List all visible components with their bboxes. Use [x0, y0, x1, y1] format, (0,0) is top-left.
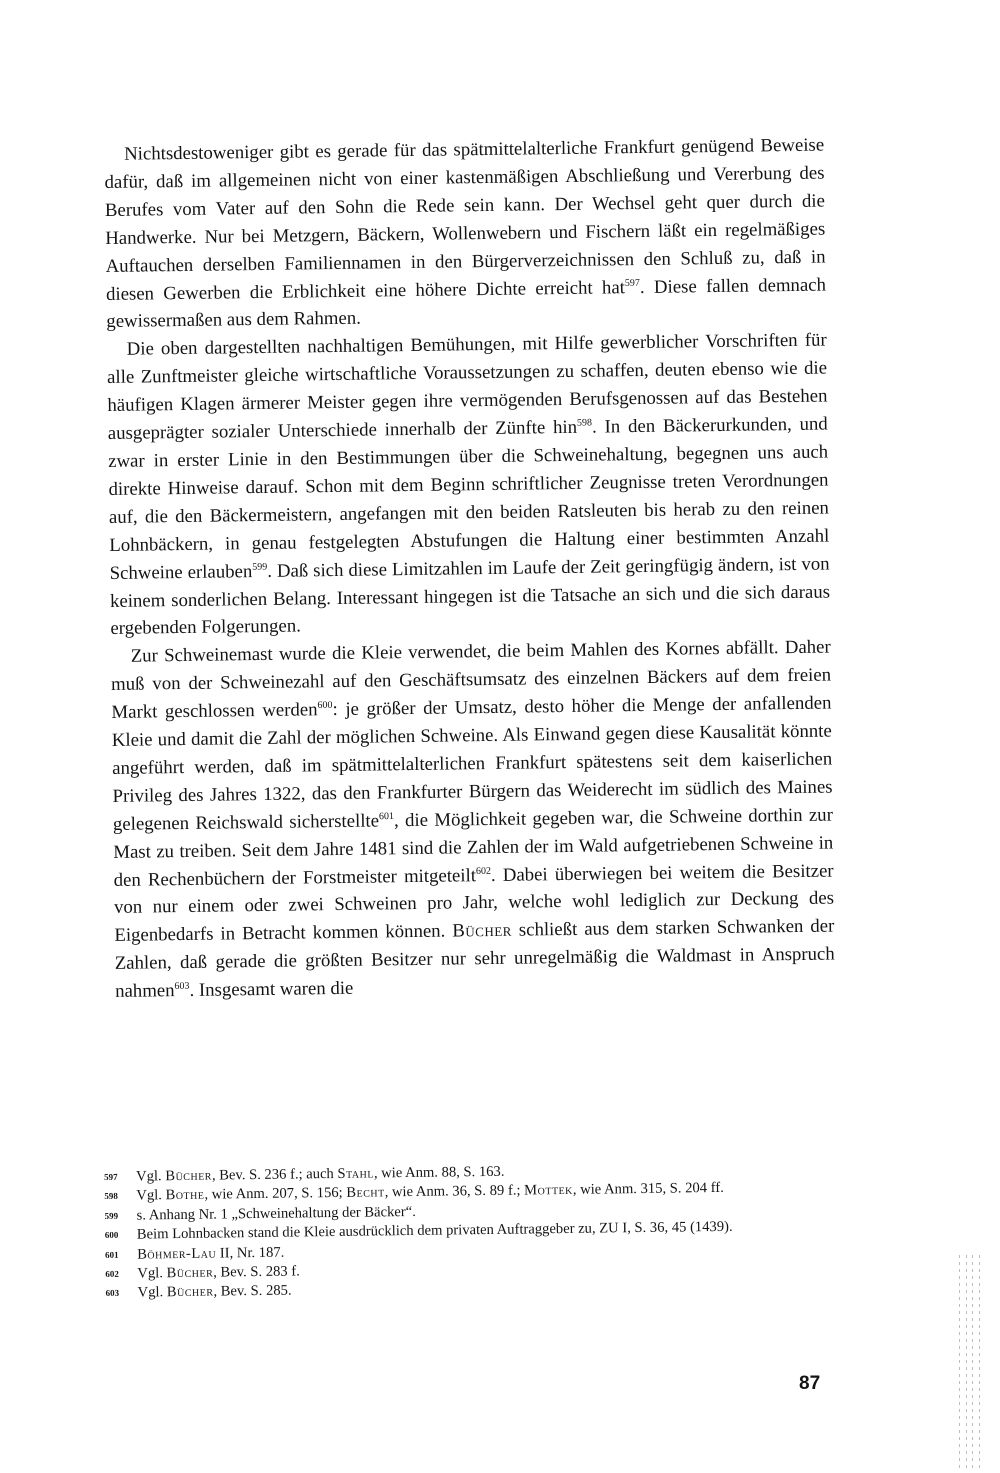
text-run: Nichtsdestoweniger gibt es gerade für das spätmittelalterliche Frankfurt genügend Beweise dafür, daß im allgemeinen nicht von einer kastenmäßigen Abschließung und Vererbung des Berufes vom Vater auf den Sohn die Rede sein kann. Der Wechsel geht quer durch die Handwerke. Nur bei Metzgern, Bäckern, Wollenwebern und Fischern läßt ein regelmäßiges Auftauchen derselben Familiennamen in den Bürgerverzeichnissen den Schluß zu, daß in diesen Gewerben die Erblichkeit eine höhere Dichte erreicht hat: [104, 134, 826, 305]
footnote-ref: 601: [378, 810, 395, 822]
text-run: Beim Lohnbacken stand die Kleie ausdrücklich dem privaten Auftraggeber zu, ZU I, S. 36, 45 (1439).: [136, 1218, 733, 1243]
text-run: Die oben dargestellten nachhaltigen Bemühungen, mit Hilfe gewerblicher Vorschriften für alle Zunftmeister gleiche wirtschaftliche Voraussetzungen zu schaffen, deuten ebenso wie die häufigen Klagen ärmerer Meister gegen ihre vermögenden Berufsgenossen auf das Bestehen ausgeprägter sozialer Unterschiede innerhalb der Zünfte hin: [106, 329, 828, 445]
text-run: Vgl.: [137, 1265, 167, 1282]
text-run: : je größer der Umsatz, desto höher die Menge der anfallenden Kleie und damit die Zahl der möglichen Schweine. Als Einwand gegen diese Kausalität könnte angeführt werden, daß im spätmittelalterlichen Frankfurt spätestens seit dem kaiserlichen Privileg des Jahres 1322, das den Frankfurter Bürgern das Weiderecht im südlich des Maines gelegenen Reichswald sicherstellte: [111, 692, 833, 835]
footnote-ref: 602: [475, 865, 491, 877]
body-text: [104, 132, 835, 1006]
text-run: . Daß sich diese Limitzahlen im Laufe der Zeit geringfügig ändern, ist von keinem sonderlichen Belang. Interessant hingegen ist die Tatsache an sich und die sich daraus ergebenden Folgerungen.: [109, 553, 831, 640]
footnote-ref: 599: [252, 561, 268, 573]
author-name: Mottek: [524, 1182, 573, 1199]
paragraph: [104, 132, 826, 337]
text-run: II, Nr. 187.: [216, 1244, 285, 1262]
text-run: . Insgesamt waren die: [189, 977, 354, 1002]
footnote-number: 600: [104, 1230, 119, 1241]
footnote-number: 597: [104, 1171, 118, 1182]
footnotes: [104, 1159, 826, 1304]
author-name: Stahl: [337, 1165, 375, 1182]
footnote-number: 602: [105, 1268, 119, 1280]
author-name: Bücher: [165, 1167, 213, 1185]
paragraph: [111, 634, 836, 1006]
page-number: 87: [799, 1373, 821, 1394]
text-run: , die Möglichkeit gegeben war, die Schweine dorthin zur Mast zu treiben. Seit dem Jahre 1481 sind die Zahlen der im Wald aufgetriebenen Schweine in den Rechenbüchern der Forstmeister mitgeteilt: [113, 804, 834, 891]
text-run: . In den Bäckerurkunden, und zwar in erster Linie in den Bestimmungen über die Schweinehaltung, begegnen uns auch direkte Hinweise darauf. Schon mit dem Beginn schriftlicher Zeugnisse treten Verordnungen auf, die den Bäckermeistern, angefangen mit den beiden Ratsleuten bis herab zu den reinen Lohnbäckern, in genau festgelegten Abstufungen die Haltung einer bestimmten Anzahl Schweine erlauben: [108, 413, 830, 584]
paragraph: [107, 327, 831, 643]
footnote-number: 599: [104, 1210, 119, 1221]
author-name: Becht: [346, 1184, 385, 1202]
text-run: , wie Anm. 315, S. 204 ff.: [572, 1180, 724, 1199]
text-run: Vgl.: [136, 1187, 166, 1204]
text-run: , Bev. S. 285.: [213, 1282, 292, 1301]
text-run: Vgl.: [137, 1284, 167, 1302]
text-run: Zur Schweinemast wurde die Kleie verwendet, die beim Mahlen des Kornes abfällt. Daher muß von der Schweinezahl auf den Geschäftsumsatz des einzelnen Bäckers auf dem freien Markt geschlossen werden: [110, 636, 832, 724]
text-run: . Dabei überwiegen bei weitem die Besitzer von nur einem oder zwei Schweinen pro Jahr, welche wohl lediglich zur Deckung des Eigenbedarfs in Betracht kommen können.: [113, 860, 835, 947]
text-run: , Bev. S. 283 f.: [213, 1263, 300, 1281]
text-run: , Bev. S. 236 f.; auch: [211, 1165, 338, 1184]
author-name: Böhmer-Lau: [137, 1245, 217, 1263]
footnote-number: 603: [105, 1288, 120, 1299]
footnote-number: 601: [105, 1249, 119, 1260]
footnote-ref: 598: [576, 417, 593, 429]
author-name: Bücher: [166, 1264, 214, 1282]
author-name: Bücher: [452, 920, 513, 942]
footnote-ref: 597: [624, 277, 640, 289]
text-run: , wie Anm. 36, S. 89 f.;: [384, 1182, 525, 1201]
author-name: Bothe: [165, 1187, 205, 1204]
text-run: , wie Anm. 88, S. 163.: [373, 1163, 505, 1182]
footnote-ref: 603: [174, 980, 190, 993]
footnote-ref: 600: [317, 699, 333, 712]
text-run: schließt aus dem starken Schwanken der Zahlen, daß gerade die größten Besitzer nur sehr unregelmäßig die Waldmast in Anspruch nahmen: [114, 915, 835, 1003]
text-run: . Diese fallen demnach gewissermaßen aus dem Rahmen.: [106, 274, 827, 333]
scan-edge-artifact: [955, 1255, 985, 1470]
text-run: Vgl.: [136, 1168, 166, 1185]
text-run: , wie Anm. 207, S. 156;: [204, 1185, 347, 1204]
text-run: s. Anhang Nr. 1 „Schweinehaltung der Bäcker“.: [136, 1203, 416, 1224]
footnote-number: 598: [104, 1191, 118, 1202]
author-name: Bücher: [166, 1284, 214, 1301]
